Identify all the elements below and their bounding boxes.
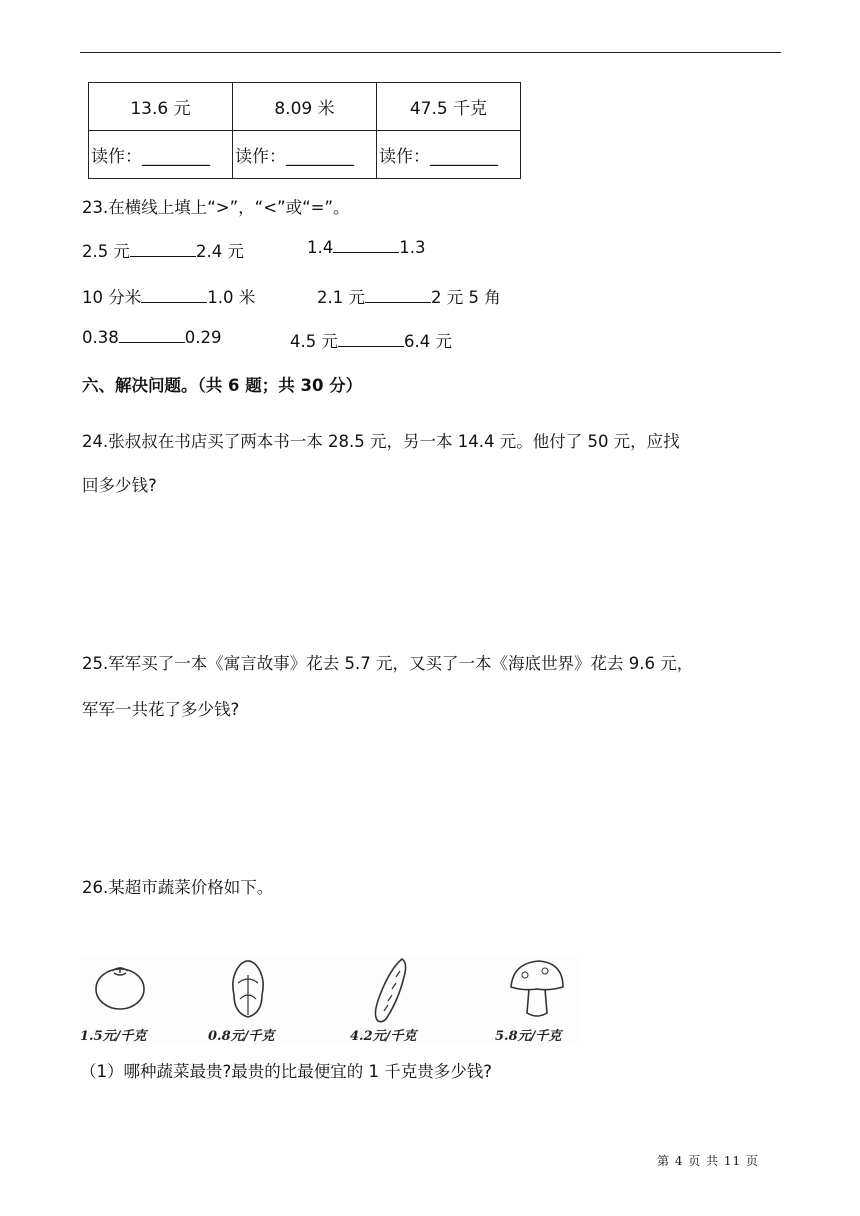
- table-cell-price: 13.6 元: [89, 83, 233, 131]
- compare-item: 1.4 1.3: [307, 238, 426, 257]
- page-footer: 第 4 页 共 11 页: [657, 1154, 759, 1168]
- tomato-icon: [90, 955, 150, 1015]
- reading-table: [88, 82, 521, 179]
- answer-blank[interactable]: [338, 332, 404, 347]
- question-25-line1: 25.军军买了一本《寓言故事》花去 5.7 元，又买了一本《海底世界》花去 9.6 元，: [82, 654, 694, 673]
- question-25-line2: 军军一共花了多少钱?: [82, 700, 240, 719]
- question-26-title: 26.某超市蔬菜价格如下。: [82, 878, 274, 897]
- compare-item: 2.1 元 2 元 5 角: [317, 288, 501, 307]
- mushroom-icon: [505, 955, 569, 1021]
- question-26-sub1: （1）哪种蔬菜最贵?最贵的比最便宜的 1 千克贵多少钱?: [80, 1062, 493, 1081]
- answer-blank[interactable]: [365, 288, 431, 303]
- compare-item: 4.5 元 6.4 元: [290, 332, 452, 351]
- table-read-cell[interactable]: 读作：________: [377, 131, 521, 179]
- table-read-cell[interactable]: 读作：________: [233, 131, 377, 179]
- vegetable-item: [495, 955, 585, 1045]
- vegetable-price: 1.5元/千克: [80, 1029, 147, 1044]
- header-rule: [80, 52, 781, 53]
- table-cell-length: 8.09 米: [233, 83, 377, 131]
- answer-blank[interactable]: [130, 242, 196, 257]
- compare-item: 0.38 0.29: [82, 328, 222, 347]
- answer-blank[interactable]: [119, 328, 185, 343]
- table-read-cell[interactable]: 读作：________: [89, 131, 233, 179]
- question-23-title: 23.在横线上填上“>”，“<”或“=”。: [82, 198, 350, 217]
- vegetable-item: [80, 955, 170, 1045]
- vegetable-price: 0.8元/千克: [208, 1029, 275, 1044]
- vegetable-price: 4.2元/千克: [350, 1029, 417, 1044]
- vegetable-item: [208, 955, 298, 1045]
- question-24-line2: 回多少钱?: [82, 476, 157, 495]
- vegetable-item: [350, 955, 440, 1045]
- cucumber-icon: [360, 955, 420, 1025]
- answer-blank[interactable]: [333, 238, 399, 253]
- table-cell-weight: 47.5 千克: [377, 83, 521, 131]
- compare-item: 10 分米 1.0 米: [82, 288, 256, 307]
- section-heading: 六、解决问题。（共 6 题；共 30 分）: [82, 376, 363, 395]
- compare-item: 2.5 元 2.4 元: [82, 242, 244, 261]
- vegetable-price-image: [80, 955, 580, 1045]
- vegetable-price: 5.8元/千克: [495, 1029, 562, 1044]
- question-24-line1: 24.张叔叔在书店买了两本书一本 28.5 元，另一本 14.4 元。他付了 50 元，应找: [82, 432, 680, 451]
- cabbage-icon: [218, 955, 278, 1023]
- answer-blank[interactable]: [141, 288, 207, 303]
